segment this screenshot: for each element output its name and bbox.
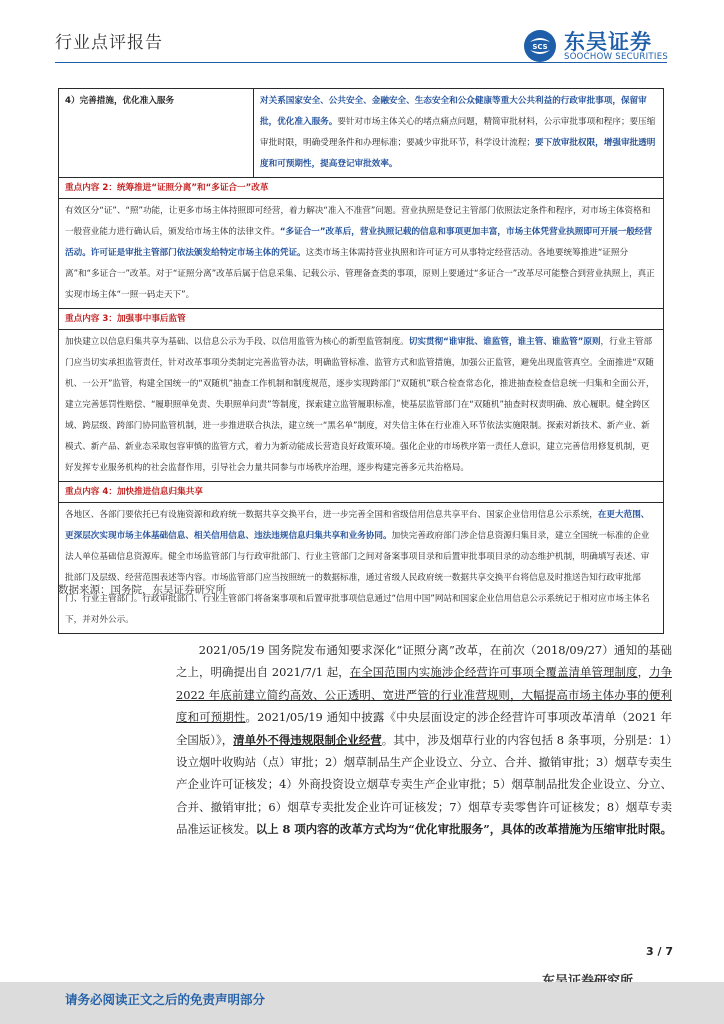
body-s1: 2021/05/19 国务院发布通知要求深化“证照分离”改革，在前次（2018/09/27）通知的基础之上，明确提出自 2021/7/1 起， bbox=[176, 643, 672, 680]
page-number: 3 / 7 bbox=[646, 945, 673, 958]
table-row bbox=[59, 89, 664, 178]
table-row bbox=[59, 503, 664, 634]
section-4-body bbox=[59, 503, 664, 634]
policy-table bbox=[58, 88, 664, 634]
body-s6: 清单外不得违规限制企业经营 bbox=[233, 732, 382, 747]
sec2-text-3: 这类市场主体需持营业执照和许可证方可从事特定经营活动。各地要统筹推进“证照分离”和“多证合一”改革。对于“证照分离”改革后属于信息采集、记载公示、管理备查类的事项，原则上要通过“多证合一”改革尽可能整合到营业执照上，真正实现市场主体“一照一码走天下”。 bbox=[65, 248, 655, 300]
section-2-title: 重点内容 2：统筹推进“证照分离”和“多证合一”改革 bbox=[59, 178, 664, 199]
row0-text-2: 要针对市场主体关心的堵点痛点问题，精简审批材料，公示审批事项和程序；要压缩审批时限，明确受理条件和办理标准；要减少审批环节，科学设计流程； bbox=[260, 117, 656, 148]
sec3-text-3: ，行业主管部门应当切实承担监管责任，针对改革事项分类制定完善监管办法，明确监管标准、监管方式和监管措施，加强公正监管，避免出现监管真空。全面推进“双随机、一公开”监管，构建全国统一的“双随机”抽查工作机制和制度规范，逐步实现跨部门“双随机”联合检查常态化，推进抽查检查信息统一归集和全面公开，建立完善惩罚性赔偿、“履职照单免责、失职照单问责”等制度，探索建立监管履职标准，使基层监管部门在“双随机”抽查时权责明确、放心履职。健全跨区域、跨层级、跨部门协同监管机制，进一步推进联合执法，建立统一“黑名单”制度，对失信主体在行业准入环节依法实施限制。探索对新技术、新产业、新模式、新产品、新业态采取包容审慎的监管方式，着力为新动能成长营造良好政策环境。强化企业的市场秩序第一责任人意识，建立完善信用修复机制，更好发挥专业服务机构的社会监督作用，引导社会力量共同参与市场秩序治理，逐步构建完善多元共治格局。 bbox=[65, 337, 655, 473]
sec4-text-2: 在更大范围、更深层次实现市场主体基础信息、相关信用信息、违法违规信息归集共享和业务协同。 bbox=[65, 510, 650, 541]
logo-mark-text: SCS bbox=[532, 43, 548, 51]
sec2-text-1: 有效区分“证”、“照”功能，让更多市场主体持照即可经营，着力解决“准入不准营”问题。营业执照是登记主管部门依照法定条件和程序，对市场主体资格和一般营业能力进行确认后，颁发给市场主体的法律文件。 bbox=[65, 206, 651, 237]
body-s2: 在全国范围内实施涉企经营许可事项全覆盖清单管理制度 bbox=[349, 665, 638, 680]
body-s8: 以上 8 项内容的改革方式均为“优化审批服务”，具体的改革措施为压缩审批时限。 bbox=[255, 822, 672, 837]
table-row bbox=[59, 199, 664, 309]
body-s7: 。其中，涉及烟草行业的内容包括 8 条事项，分别是：1）设立烟叶收购站（点）审批；2）烟草制品生产企业设立、分立、合并、撤销审批；3）烟草专卖生产企业许可证核发；4）外商投资设立烟草专卖生产企业审批；5）烟草制品批发企业设立、分立、合并、撤销审批；6）烟草专卖批发企业许可证核发；7）烟草专卖零售许可证核发；8）烟草专卖品准运证核发。 bbox=[176, 732, 672, 837]
data-source-note: 数据来源：国务院，东吴证券研究所 bbox=[58, 584, 226, 596]
row0-text-1: 对关系国家安全、公共安全、金融安全、生态安全和公众健康等重大公共利益的行政审批事项，保留审批，优化准入服务。 bbox=[260, 96, 647, 127]
report-type-title: 行业点评报告 bbox=[55, 33, 163, 53]
table-row bbox=[59, 330, 664, 482]
section-2-body bbox=[59, 199, 664, 309]
section-4-title: 重点内容 4：加快推进信息归集共享 bbox=[59, 482, 664, 503]
sec3-text-1: 加快建立以信息归集共享为基础、以信息公示为手段、以信用监管为核心的新型监管制度。 bbox=[65, 337, 409, 347]
logo-mark-icon bbox=[522, 28, 558, 64]
brand-logo bbox=[522, 26, 697, 66]
logo-cn: 东吴证券 bbox=[564, 30, 652, 54]
row-content bbox=[254, 89, 664, 178]
sec3-text-2: 切实贯彻“谁审批、谁监管，谁主管、谁监管”原则 bbox=[408, 337, 601, 347]
row0-text-3: 要下放审批权限，增强审批透明度和可预期性，提高登记审批效率。 bbox=[260, 138, 656, 169]
section-3-title: 重点内容 3：加强事中事后监管 bbox=[59, 309, 664, 330]
body-s3: ， bbox=[637, 665, 650, 680]
section-3-body bbox=[59, 330, 664, 482]
sec2-text-2: “多证合一”改革后，营业执照记载的信息和事项更加丰富，市场主体凭营业执照即可开展一般经营活动。许可证是审批主管部门依法颁发给特定市场主体的凭证。 bbox=[65, 227, 653, 258]
section-header bbox=[59, 178, 664, 199]
section-header bbox=[59, 482, 664, 503]
body-paragraph bbox=[176, 639, 672, 841]
logo-en: SOOCHOW SECURITIES bbox=[564, 52, 669, 62]
row-label: 4）完善措施，优化准入服务 bbox=[59, 89, 254, 178]
sec4-text-1: 各地区、各部门要依托已有设施资源和政府统一数据共享交换平台，进一步完善全国和省级信用信息共享平台、国家企业信用信息公示系统， bbox=[65, 510, 598, 520]
section-header bbox=[59, 309, 664, 330]
sec4-text-3: 加快完善政府部门涉企信息资源归集目录，建立全国统一标准的企业法人单位基础信息资源库。健全市场监管部门与行政审批部门、行业主管部门之间对备案事项目录和后置审批事项目录的动态维护机制，明确填写表述、审批部门及层级、经营范围表述等内容。市场监管部门应当按照统一的数据标准，通过省级人民政府统一数据共享交换平台将信息及时推送告知行政审批部门、行业主管部门。行政审批部门、行业主管部门将备案事项和后置审批事项信息通过“信用中国”网站和国家企业信用信息公示系统记于相对应市场主体名下，并对外公示。 bbox=[65, 531, 650, 625]
disclaimer-note: 请务必阅读正文之后的免责声明部分 bbox=[65, 992, 266, 1007]
body-s4: 力争 2022 年底前建立简约高效、公正透明、宽进严管的行业准营规则，大幅提高市场主体办事的便利度和可预期性 bbox=[176, 665, 672, 725]
header-divider bbox=[55, 62, 667, 63]
body-s5: 。2021/05/19 通知中披露《中央层面设定的涉企经营许可事项改革清单（2021 年全国版）》， bbox=[176, 710, 672, 747]
